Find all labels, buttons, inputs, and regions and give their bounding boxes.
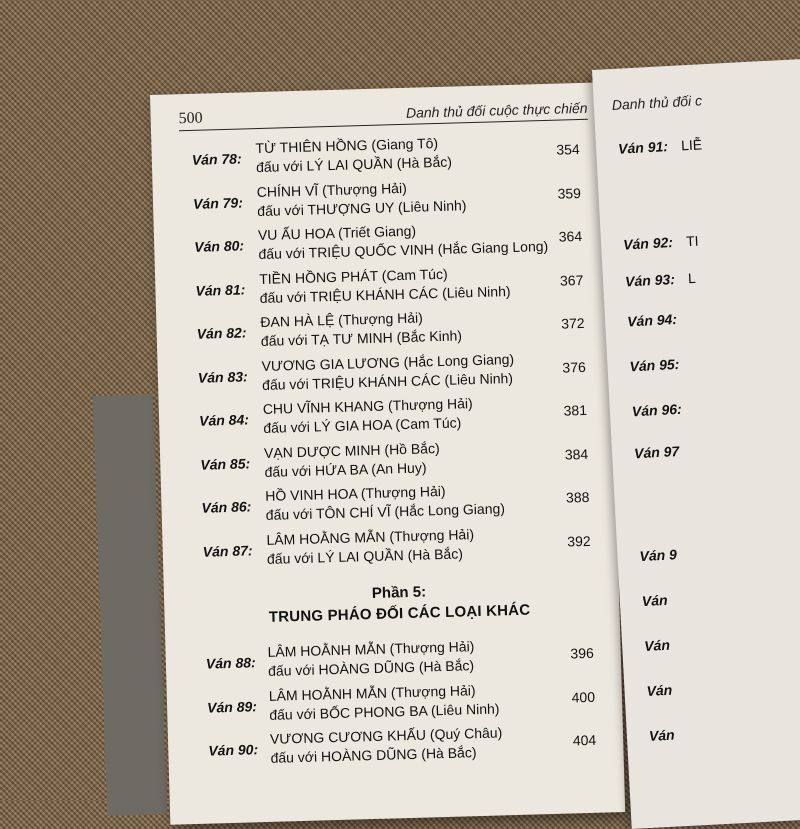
player-two: đấu với BỐC PHONG BA (Liêu Ninh) [269, 699, 500, 723]
game-label: Ván 83: [197, 367, 248, 386]
page-ref: 354 [556, 141, 580, 158]
player-one: VƯƠNG CƯƠNG KHẤU (Quý Châu) [269, 724, 503, 747]
part-5-section [204, 579, 595, 628]
right-game-label: Ván 94: [626, 310, 678, 330]
page-header [178, 95, 588, 131]
page-number: 500 [178, 109, 203, 128]
game-label: Ván 89: [206, 697, 258, 716]
right-game-label: Ván [648, 726, 676, 744]
player-two: đấu với THƯỢNG UY (Liêu Ninh) [257, 196, 467, 219]
background-book [93, 394, 168, 816]
right-game-label: Ván [641, 591, 668, 610]
right-game-label: Ván [646, 681, 673, 699]
player-two: đấu với LÝ LAI QUẦN (Hà Bắc) [255, 153, 453, 176]
game-label: Ván 82: [196, 324, 247, 342]
player-one: CHÍNH VĨ (Thượng Hải) [256, 179, 407, 200]
right-player-fragment: LIỄ [680, 136, 703, 154]
player-one: TỪ THIÊN HỒNG (Giang Tô) [255, 134, 439, 157]
right-book-page [592, 57, 800, 829]
page-ref: 400 [571, 688, 596, 705]
player-one: VU ẤU HOA (Triết Giang) [257, 222, 417, 244]
page-ref: 364 [558, 227, 583, 245]
right-game-label: Ván [643, 636, 671, 655]
player-two: đấu với TẠ TƯ MINH (Bắc Kinh) [260, 327, 463, 349]
right-game-label: Ván 93: [624, 270, 676, 290]
right-game-label: Ván 91: [617, 138, 669, 157]
right-player-fragment: L [687, 269, 697, 287]
player-two: đấu với HOÀNG DŨNG (Hà Bắc) [267, 657, 475, 679]
player-one: ĐAN HÀ LỆ (Thượng Hải) [260, 309, 424, 331]
running-head: Danh thủ đối cuộc thực chiến [405, 99, 588, 121]
player-one: VƯƠNG GIA LƯƠNG (Hắc Long Giang) [261, 350, 515, 374]
right-running-head: Danh thủ đối c [611, 92, 703, 113]
player-one: CHU VĨNH KHANG (Thượng Hải) [262, 395, 473, 417]
page-ref: 381 [563, 401, 588, 419]
player-two: đấu với TRIỆU KHÁNH CÁC (Liêu Ninh) [259, 282, 511, 306]
game-label: Ván 85: [200, 454, 251, 473]
page-ref: 396 [570, 644, 594, 662]
page-ref: 388 [565, 488, 590, 506]
player-one: LÂM HOẰNH MẪN (Thượng Hải) [268, 681, 476, 704]
player-two: đấu với TRIỆU QUỐC VINH (Hắc Giang Long) [258, 237, 549, 263]
game-label: Ván 88: [205, 654, 256, 672]
player-one: TIỀN HỒNG PHÁT (Cam Túc) [258, 265, 448, 287]
game-label: Ván 86: [201, 498, 252, 516]
player-one: VẠN DƯỢC MINH (Hồ Bắc) [263, 439, 440, 461]
right-game-label: Ván 95: [629, 355, 680, 375]
right-game-label: Ván 9 [639, 546, 678, 565]
player-two: đấu với LÝ LAI QUẦN (Hà Bắc) [266, 544, 464, 567]
right-player-fragment: TI [685, 232, 699, 250]
games-list-part-4 [191, 131, 593, 577]
right-game-label: Ván 92: [622, 234, 674, 253]
game-label: Ván 90: [208, 741, 259, 759]
page-ref: 404 [572, 731, 597, 749]
game-label: Ván 78: [191, 150, 242, 168]
player-two: đấu với LÝ GIA HOA (Cam Túc) [263, 414, 462, 436]
page-ref: 372 [560, 314, 585, 332]
games-list-part-5 [205, 635, 598, 776]
page-ref: 392 [567, 532, 591, 550]
player-two: đấu với HOÀNG DŨNG (Hà Bắc) [270, 744, 477, 766]
game-label: Ván 87: [202, 541, 253, 560]
right-game-label: Ván 96: [631, 400, 683, 420]
page-ref: 367 [559, 271, 584, 289]
game-label: Ván 84: [198, 411, 250, 429]
page-ref: 376 [562, 358, 586, 376]
player-one: LÂM HOẰNH MẪN (Thượng Hải) [267, 638, 475, 660]
game-label: Ván 79: [192, 193, 244, 212]
part-heading: Phần 5: [371, 583, 427, 602]
page-ref: 384 [564, 445, 589, 463]
game-label: Ván 80: [194, 237, 245, 255]
player-two: đấu với TRIỆU KHÁNH CÁC (Liêu Ninh) [261, 369, 514, 393]
player-two: đấu với TÔN CHÍ VĨ (Hắc Long Giang) [265, 500, 506, 523]
left-book-page [150, 82, 625, 824]
player-one: HỒ VINH HOA (Thượng Hải) [265, 482, 446, 504]
game-label: Ván 81: [195, 280, 246, 299]
player-two: đấu với HỨA BA (An Huy) [264, 458, 427, 480]
page-ref: 359 [557, 184, 582, 202]
player-one: LÂM HOẰNG MẪN (Thượng Hải) [266, 525, 475, 548]
part-title: TRUNG PHÁO ĐỐI CÁC LOẠI KHÁC [268, 601, 531, 626]
right-game-label: Ván 97 [633, 442, 680, 462]
